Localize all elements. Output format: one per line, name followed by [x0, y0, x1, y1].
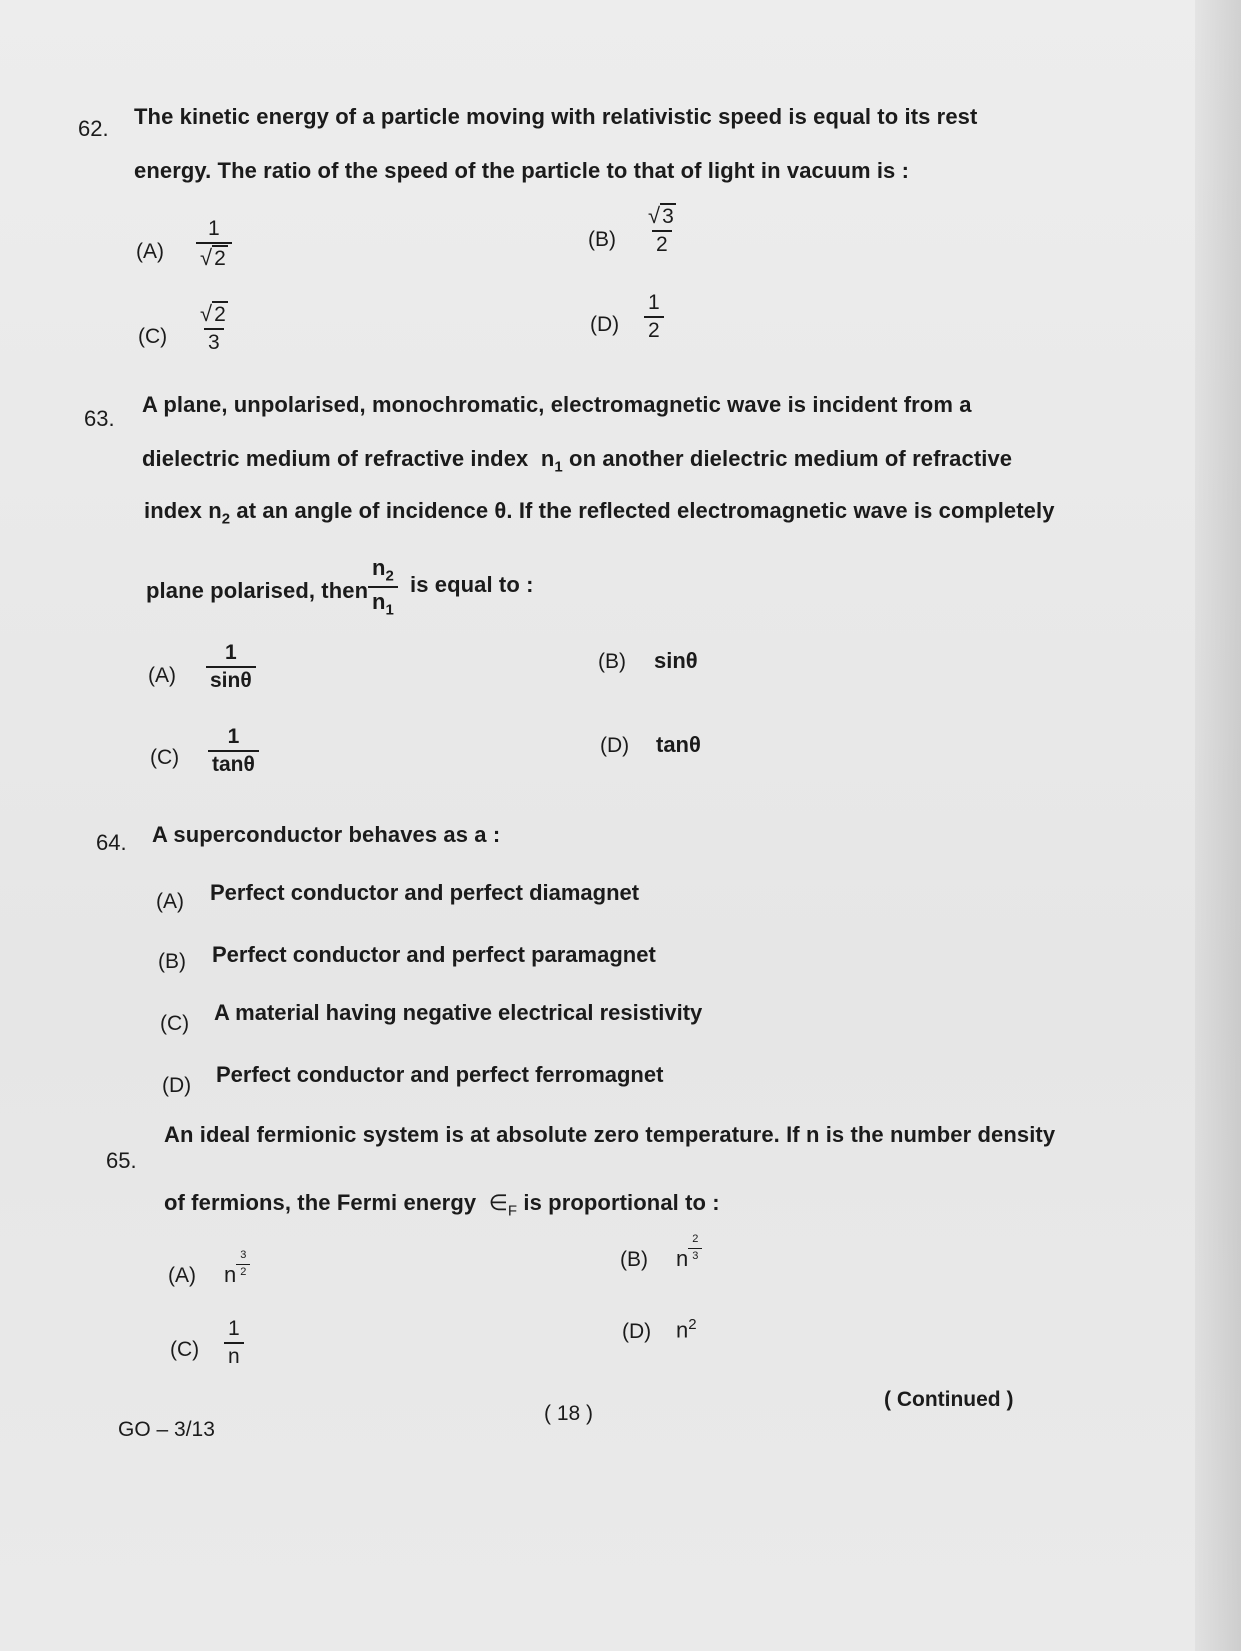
footer-code: GO – 3/13: [118, 1418, 215, 1441]
option-b-label: (B): [158, 950, 186, 973]
option-b-power: n $\frac{2}{3}$: [676, 1246, 702, 1274]
denominator: √2: [196, 242, 232, 270]
numerator: 1: [208, 217, 220, 240]
question-number: 64.: [96, 830, 127, 855]
option-b-label: (B): [620, 1248, 648, 1271]
option-b-fraction: [644, 204, 680, 256]
option-c-text: A material having negative electrical resistivity: [214, 1000, 703, 1025]
question-text-line: of fermions, the Fermi energy $\in_F$ is proportional to :: [164, 1190, 720, 1220]
numerator: 1: [648, 291, 660, 314]
option-d-label: (D): [162, 1074, 192, 1097]
numerator: √3: [648, 203, 674, 228]
option-a-fraction: [206, 642, 256, 692]
question-text-line: A superconductor behaves as a :: [152, 822, 501, 847]
option-a-power: n $\frac{3}{2}$: [224, 1262, 250, 1290]
option-a-label: (A): [148, 664, 176, 687]
option-b-text: Perfect conductor and perfect paramagnet: [212, 942, 656, 967]
ratio-fraction: [368, 556, 398, 618]
option-d-label: (D): [590, 313, 620, 336]
option-d-text: tanθ: [656, 732, 701, 757]
question-text-line: plane polarised, then: [146, 578, 369, 603]
numerator: 1: [227, 725, 240, 748]
option-c-fraction: [224, 1318, 244, 1368]
denominator: n: [224, 1342, 244, 1368]
question-number: 65.: [106, 1148, 137, 1173]
option-c-fraction: [196, 302, 232, 354]
numerator: √2: [200, 301, 226, 326]
question-text-line: energy. The ratio of the speed of the particle to that of light in vacuum is :: [134, 158, 910, 183]
option-a-label: (A): [168, 1264, 196, 1287]
continued-label: ( Continued ): [884, 1388, 1014, 1411]
denominator: 2: [652, 230, 672, 256]
question-number: 62.: [78, 116, 109, 141]
question-text-line: dielectric medium of refractive index $n_1$ on another dielectric medium of refractive: [142, 446, 1013, 476]
option-c-label: (C): [150, 746, 180, 769]
question-number: 63.: [84, 406, 115, 431]
option-a-label: (A): [136, 240, 164, 263]
option-b-text: sinθ: [654, 648, 698, 673]
question-text-line: An ideal fermionic system is at absolute zero temperature. If n is the number density: [164, 1122, 1056, 1147]
page-edge-shadow: [1195, 0, 1241, 1651]
option-a-fraction: [196, 218, 232, 270]
question-text-line: A plane, unpolarised, monochromatic, electromagnetic wave is incident from a: [142, 392, 972, 417]
option-d-fraction: [644, 292, 664, 342]
denominator: sinθ: [206, 666, 256, 692]
denominator: 2: [644, 316, 664, 342]
page-number: ( 18 ): [544, 1402, 594, 1425]
option-c-label: (C): [170, 1338, 200, 1361]
option-c-label: (C): [138, 325, 168, 348]
option-d-label: (D): [622, 1320, 652, 1343]
option-b-label: (B): [598, 650, 626, 673]
question-text-line: is equal to :: [410, 572, 534, 597]
denominator: tanθ: [208, 750, 259, 776]
option-d-text: Perfect conductor and perfect ferromagnet: [216, 1062, 664, 1087]
option-c-label: (C): [160, 1012, 190, 1035]
denominator: $n_1$: [368, 586, 398, 618]
denominator: 3: [204, 328, 224, 354]
option-d-power: $n^2$: [676, 1316, 697, 1343]
option-c-fraction: [208, 726, 259, 776]
numerator: 1: [225, 641, 237, 664]
numerator: 1: [228, 1317, 240, 1340]
option-a-text: Perfect conductor and perfect diamagnet: [210, 880, 640, 905]
option-a-label: (A): [156, 890, 184, 913]
numerator: $n_2$: [372, 555, 394, 585]
question-text-line: The kinetic energy of a particle moving with relativistic speed is equal to its rest: [134, 104, 978, 129]
question-text-line: index $n_2$ at an angle of incidence θ. If the reflected electromagnetic wave is completely: [144, 498, 1055, 528]
option-d-label: (D): [600, 734, 630, 757]
option-b-label: (B): [588, 228, 616, 251]
